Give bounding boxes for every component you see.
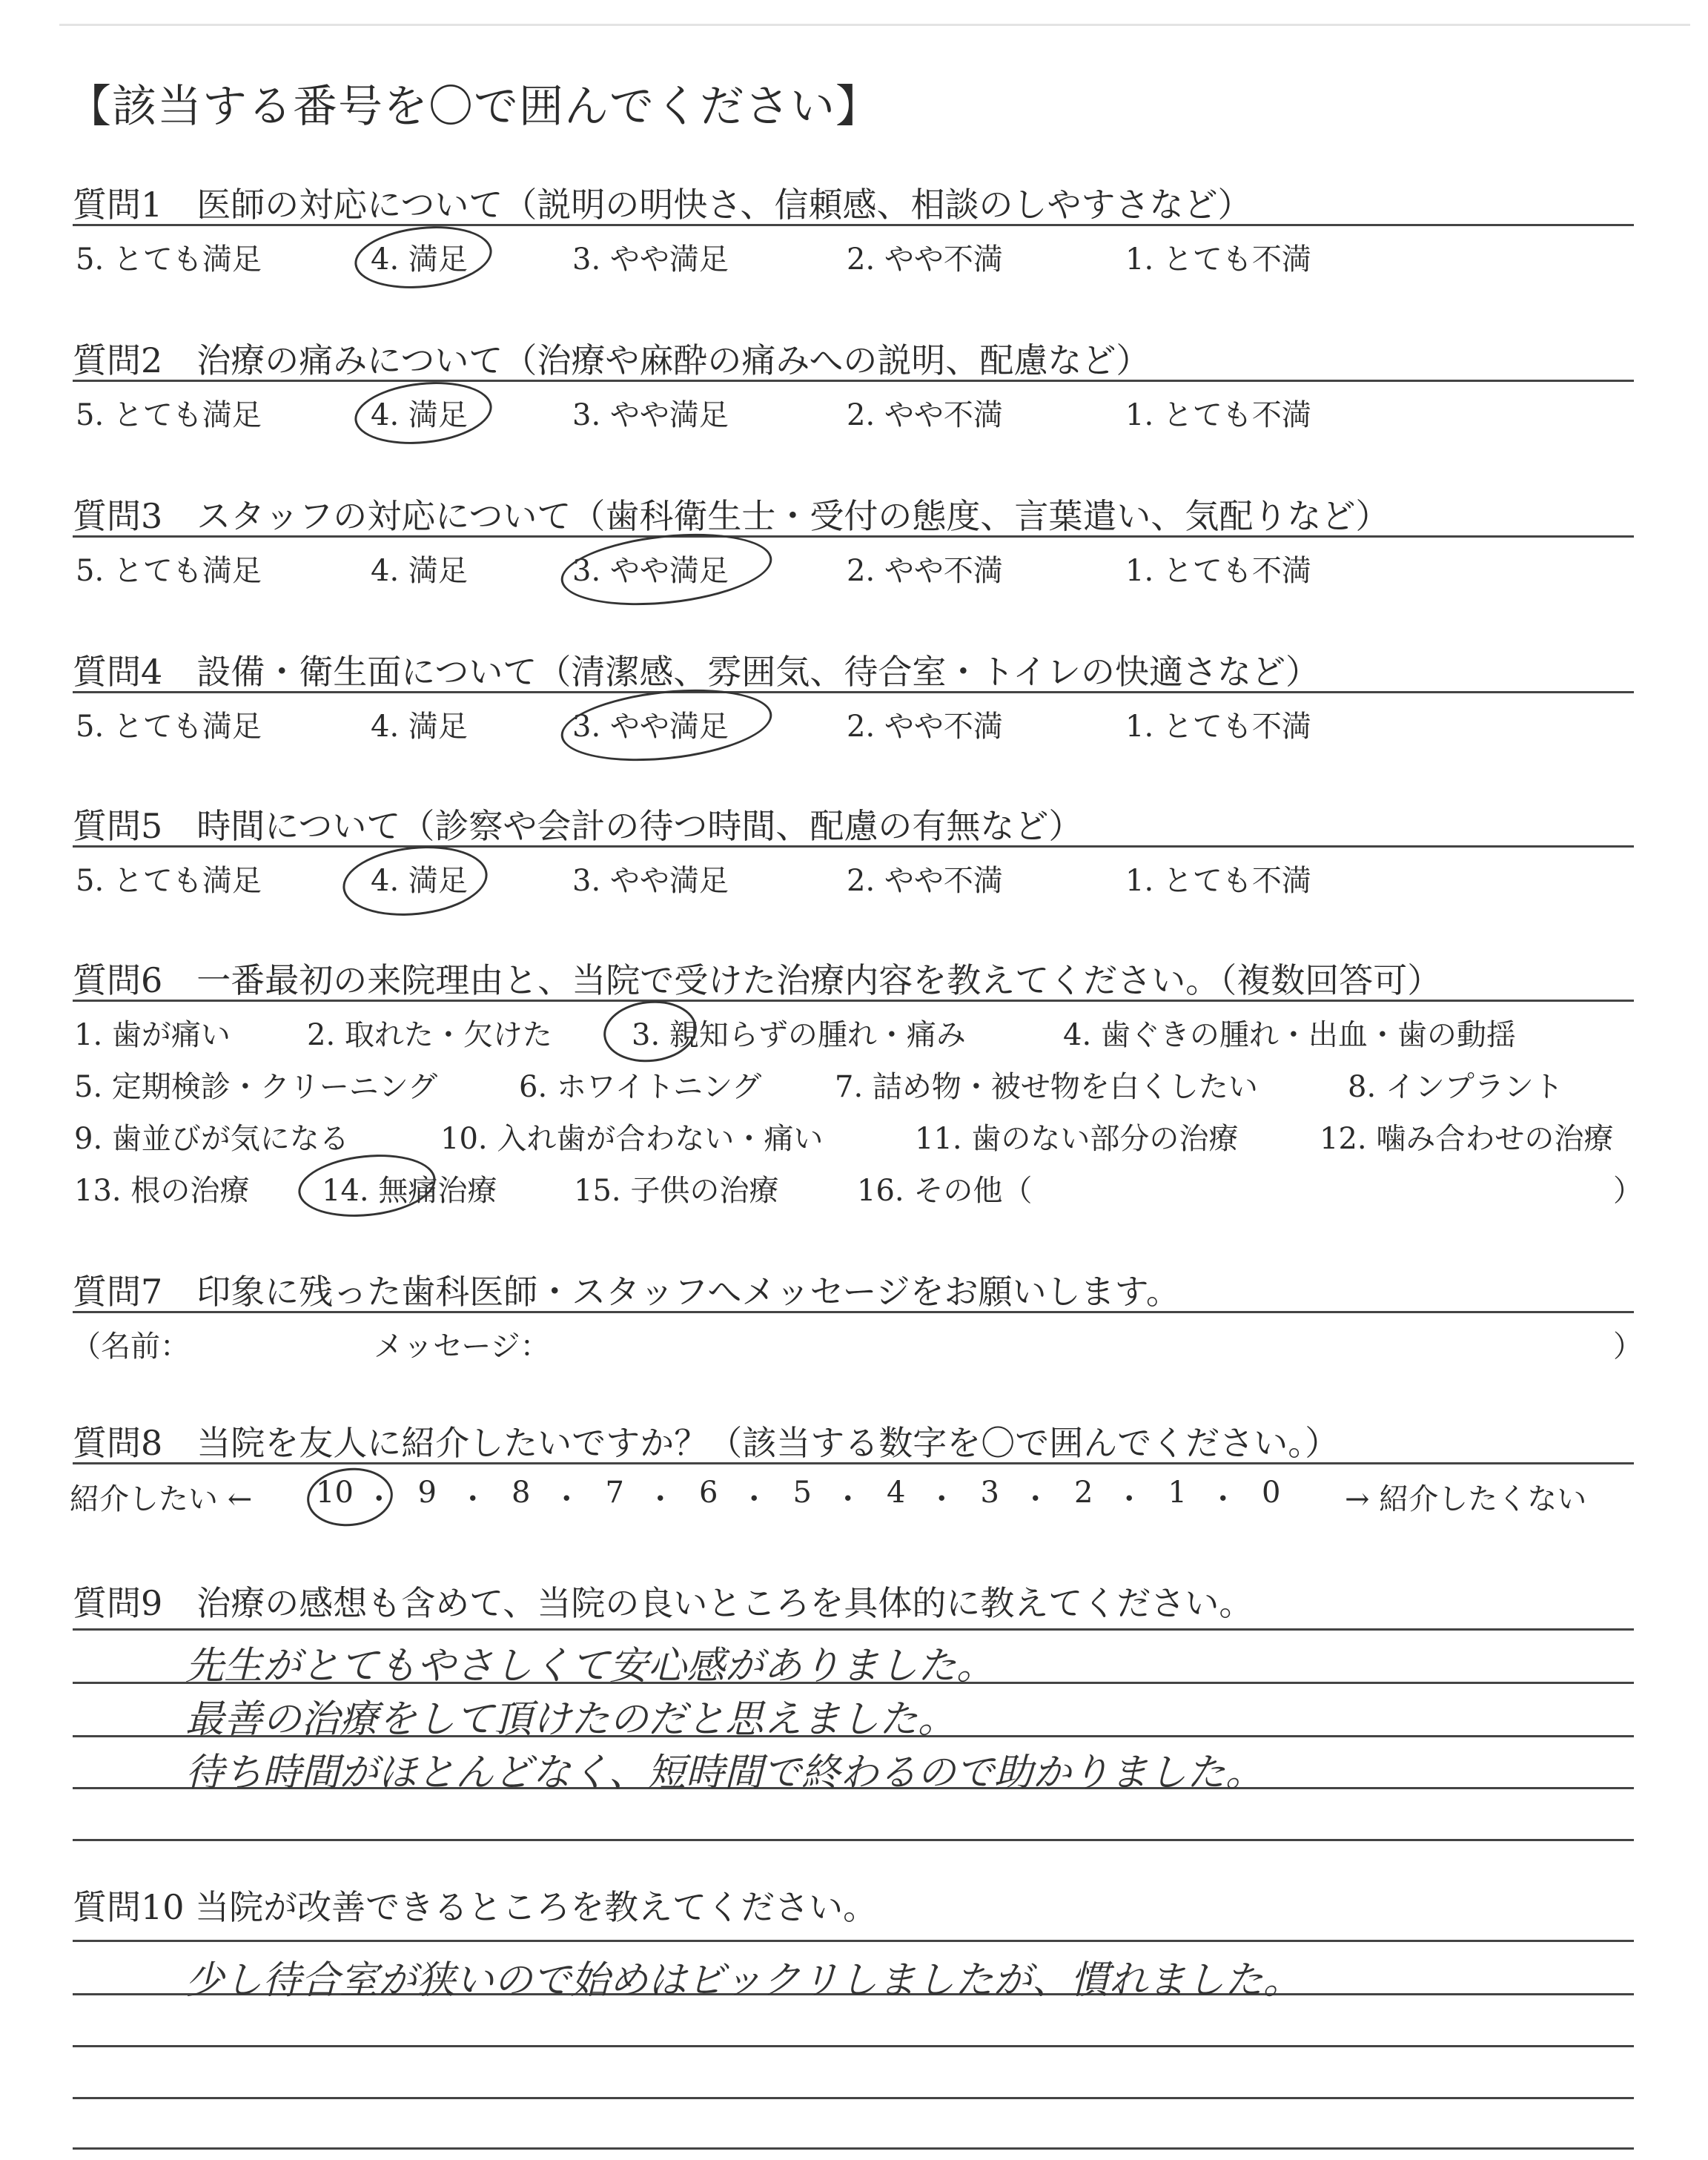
q7-close-paren: ）: [1613, 1330, 1643, 1364]
question-3-title: 質問3 スタッフの対応について（歯科衛生士・受付の態度、言葉遣い、気配りなど）: [73, 496, 1390, 536]
q8-scale-value-2[interactable]: 2: [1074, 1476, 1093, 1510]
q6-selection-circle-14: [295, 1149, 439, 1223]
q8-scale-separator: ・: [1208, 1482, 1238, 1516]
q4-option-2[interactable]: 2. やや不満: [847, 710, 1003, 744]
q8-scale-value-3[interactable]: 3: [980, 1476, 999, 1510]
q8-scale-separator: ・: [364, 1482, 394, 1516]
q1-selection-circle: [351, 220, 495, 295]
q8-scale-value-0[interactable]: 0: [1262, 1476, 1281, 1510]
question-2-rule: [73, 380, 1634, 382]
question-4-rule: [73, 691, 1634, 693]
q6-option-5[interactable]: 5. 定期検診・クリーニング: [74, 1070, 438, 1104]
q1-option-1[interactable]: 1. とても不満: [1125, 242, 1311, 277]
q8-scale-separator: ・: [927, 1482, 957, 1516]
q4-option-4[interactable]: 4. 満足: [371, 710, 468, 744]
question-7-title: 質問7 印象に残った歯科医師・スタッフへメッセージをお願いします。: [73, 1272, 1180, 1312]
q1-option-4[interactable]: 4. 満足: [371, 242, 468, 277]
q8-scale-separator: ・: [1020, 1482, 1050, 1516]
q1-option-5[interactable]: 5. とても満足: [76, 242, 262, 277]
q8-scale-separator: ・: [739, 1482, 769, 1516]
q8-scale-value-10[interactable]: 10: [316, 1476, 354, 1510]
q6-option-12[interactable]: 12. 噛み合わせの治療: [1320, 1122, 1614, 1156]
q2-option-4[interactable]: 4. 満足: [371, 398, 468, 432]
q8-scale-separator: ・: [645, 1482, 675, 1516]
q8-scale-separator: ・: [833, 1482, 863, 1516]
question-5-title: 質問5 時間について（診察や会計の待つ時間、配慮の有無など）: [73, 806, 1083, 846]
q7-message-label: メッセージ：: [374, 1330, 550, 1364]
q8-scale-separator: ・: [1114, 1482, 1145, 1516]
q8-scale-value-6[interactable]: 6: [699, 1476, 718, 1510]
q2-option-2[interactable]: 2. やや不満: [847, 398, 1003, 432]
q6-option-7[interactable]: 7. 詰め物・被せ物を白くしたい: [835, 1070, 1258, 1104]
q9-answer-line-2: 最善の治療をして頂けたのだと思えました。: [185, 1697, 957, 1742]
q5-selection-circle: [340, 839, 491, 922]
question-2-title: 質問2 治療の痛みについて（治療や麻酔の痛みへの説明、配慮など）: [73, 340, 1151, 380]
q2-option-3[interactable]: 3. やや満足: [572, 398, 729, 432]
q6-selection-circle-3: [600, 997, 700, 1067]
question-10-title: 質問10 当院が改善できるところを教えてください。: [73, 1887, 878, 1927]
question-1-title: 質問1 医師の対応について（説明の明快さ、信頼感、相談のしやすさなど）: [73, 185, 1252, 225]
q3-option-2[interactable]: 2. やや不満: [847, 554, 1003, 588]
question-3-rule: [73, 535, 1634, 538]
q8-scale-value-9[interactable]: 9: [417, 1476, 437, 1510]
question-4-title: 質問4 設備・衛生面について（清潔感、雰囲気、待合室・トイレの快適さなど）: [73, 652, 1320, 692]
question-6-title: 質問6 一番最初の来院理由と、当院で受けた治療内容を教えてください。（複数回答可）: [73, 960, 1442, 1000]
question-7-rule: [73, 1311, 1634, 1313]
q6-option-8[interactable]: 8. インプラント: [1348, 1070, 1563, 1104]
q6-option-16[interactable]: 16. その他（: [857, 1174, 1033, 1208]
question-6-rule: [73, 1000, 1634, 1002]
q4-option-5[interactable]: 5. とても満足: [76, 710, 262, 744]
q6-option-1[interactable]: 1. 歯が痛い: [74, 1018, 231, 1052]
question-1-rule: [73, 224, 1634, 226]
q6-other-close-paren: ）: [1613, 1174, 1643, 1208]
question-9-title: 質問9 治療の感想も含めて、当院の良いところを具体的に教えてください。: [73, 1583, 1254, 1623]
question-8-rule: [73, 1462, 1634, 1464]
q1-option-3[interactable]: 3. やや満足: [572, 242, 729, 277]
q8-scale-value-5[interactable]: 5: [792, 1476, 812, 1510]
q10-answer-line-1: 少し待合室が狭いので始めはビックリしましたが、慣れました。: [185, 1958, 1302, 2003]
q3-option-4[interactable]: 4. 満足: [371, 554, 468, 588]
q8-scale-value-7[interactable]: 7: [605, 1476, 624, 1510]
q9-answer-rule-5: [73, 1839, 1634, 1841]
q9-answer-line-1: 先生がとてもやさしくて安心感がありました。: [185, 1644, 996, 1688]
q10-answer-rule-5: [73, 2147, 1634, 2150]
instruction-heading: 【該当する番号を〇で囲んでください】: [67, 81, 881, 133]
q2-selection-circle: [351, 376, 495, 451]
page-top-edge: [59, 24, 1690, 26]
q4-option-1[interactable]: 1. とても不満: [1125, 710, 1311, 744]
q6-option-4[interactable]: 4. 歯ぐきの腫れ・出血・歯の動揺: [1063, 1018, 1516, 1052]
q1-option-2[interactable]: 2. やや不満: [847, 242, 1003, 277]
q8-scale-value-1[interactable]: 1: [1168, 1476, 1187, 1510]
q3-option-3[interactable]: 3. やや満足: [572, 554, 729, 588]
q5-option-2[interactable]: 2. やや不満: [847, 864, 1003, 898]
q8-right-label: → 紹介したくない: [1345, 1482, 1587, 1516]
q6-option-13[interactable]: 13. 根の治療: [74, 1174, 250, 1208]
q6-option-14[interactable]: 14. 無痛治療: [322, 1174, 497, 1208]
q8-scale-separator: ・: [457, 1482, 488, 1516]
q8-selection-circle: [304, 1464, 396, 1530]
q10-answer-rule-1: [73, 1940, 1634, 1942]
q3-option-1[interactable]: 1. とても不満: [1125, 554, 1311, 588]
q9-answer-line-3: 待ち時間がほとんどなく、短時間で終わるので助かりました。: [185, 1751, 1264, 1795]
question-5-rule: [73, 845, 1634, 848]
q8-scale-value-8[interactable]: 8: [512, 1476, 531, 1510]
q4-option-3[interactable]: 3. やや満足: [572, 710, 729, 744]
q6-option-9[interactable]: 9. 歯並びが気になる: [74, 1122, 349, 1156]
q6-option-15[interactable]: 15. 子供の治療: [574, 1174, 779, 1208]
q6-option-3[interactable]: 3. 親知らずの腫れ・痛み: [632, 1018, 966, 1052]
q9-answer-rule-1: [73, 1628, 1634, 1631]
q5-option-5[interactable]: 5. とても満足: [76, 864, 262, 898]
q10-answer-rule-3: [73, 2045, 1634, 2047]
question-8-title: 質問8 当院を友人に紹介したいですか？（該当する数字を〇で囲んでください。）: [73, 1423, 1340, 1463]
q6-option-10[interactable]: 10. 入れ歯が合わない・痛い: [440, 1122, 824, 1156]
q6-option-6[interactable]: 6. ホワイトニング: [519, 1070, 762, 1104]
q7-name-label: （名前：: [71, 1330, 190, 1364]
q8-scale-value-4[interactable]: 4: [887, 1476, 906, 1510]
q8-scale-separator: ・: [552, 1482, 582, 1516]
q2-option-5[interactable]: 5. とても満足: [76, 398, 262, 432]
q3-option-5[interactable]: 5. とても満足: [76, 554, 262, 588]
q6-option-11[interactable]: 11. 歯のない部分の治療: [915, 1122, 1239, 1156]
q5-option-1[interactable]: 1. とても不満: [1125, 864, 1311, 898]
q6-option-2[interactable]: 2. 取れた・欠けた: [307, 1018, 552, 1052]
q10-answer-rule-4: [73, 2097, 1634, 2099]
q2-option-1[interactable]: 1. とても不満: [1125, 398, 1311, 432]
q5-option-3[interactable]: 3. やや満足: [572, 864, 729, 898]
q8-left-label: 紹介したい ←: [70, 1482, 253, 1516]
q5-option-4[interactable]: 4. 満足: [371, 864, 468, 898]
